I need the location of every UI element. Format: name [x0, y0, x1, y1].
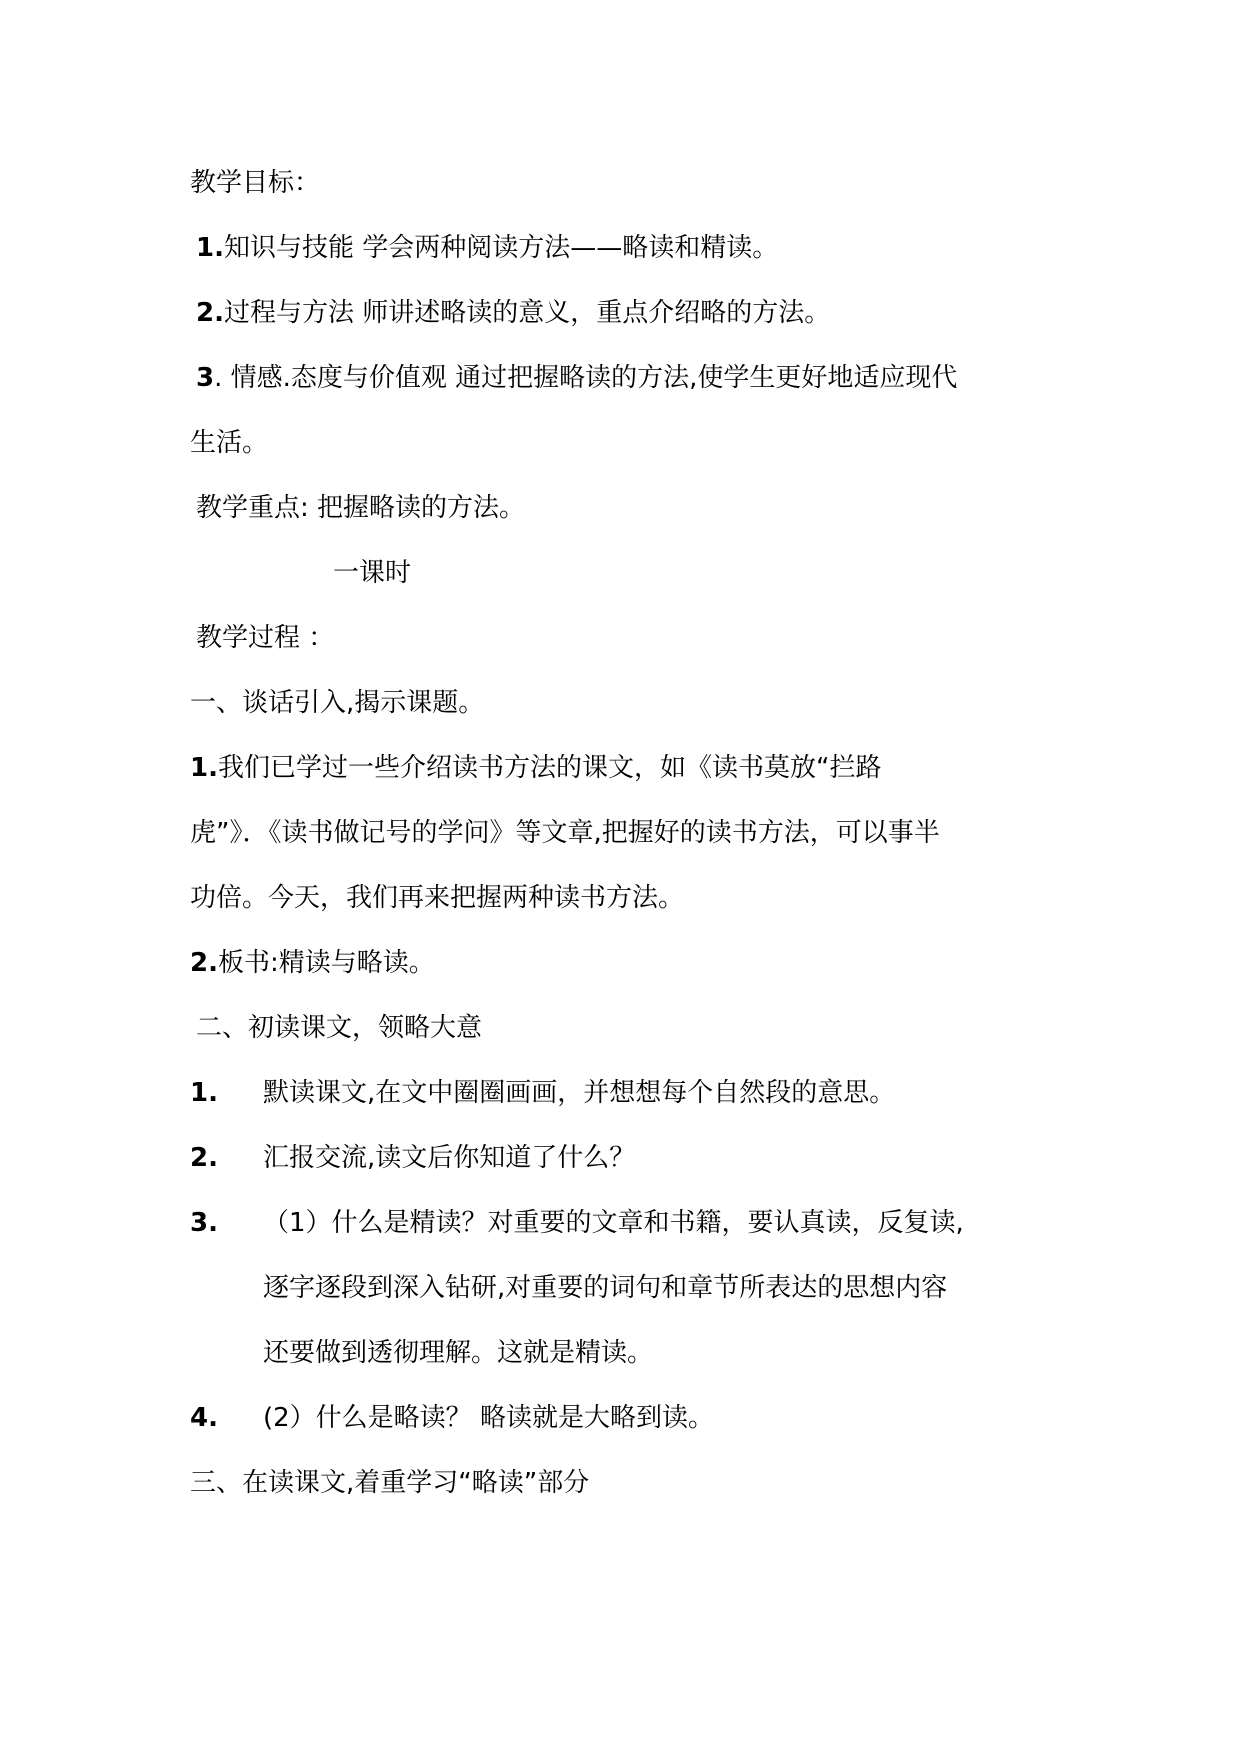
section-2-item-2-text: 汇报交流,读文后你知道了什么？	[263, 1143, 636, 1173]
section-2-item-3-line-1: （1）什么是精读？对重要的文章和书籍，要认真读，反复读,	[263, 1208, 964, 1238]
section-1-paragraph-1	[190, 751, 881, 785]
section-2-item-1-number: 1.	[190, 1078, 218, 1108]
objective-3	[196, 361, 957, 395]
objective-3-number: 3	[196, 363, 215, 393]
section-1-paragraph-2	[190, 946, 435, 980]
section-2-item-4-text: (2）什么是略读？ 略读就是大略到读。	[263, 1403, 714, 1433]
objectives-heading: 教学目标：	[190, 168, 321, 198]
key-point-label: 教学重点:	[196, 493, 309, 523]
objective-2	[196, 296, 830, 330]
section-1-p1-line-1: 我们已学过一些介绍读书方法的课文，如《读书莫放“拦路	[217, 753, 882, 783]
section-2-title: 二、初读课文，领略大意	[196, 1013, 483, 1043]
key-point-text: 把握略读的方法。	[308, 493, 526, 523]
section-1-title: 一、谈话引入,揭示课题。	[190, 688, 485, 718]
section-3-title: 三、在读课文,着重学习“略读”部分	[190, 1468, 590, 1498]
section-2-item-4-number: 4.	[190, 1403, 218, 1433]
objective-3-continuation: 生活。	[190, 428, 269, 458]
duration: 一课时	[333, 558, 412, 588]
section-1-p1-number: 1.	[190, 753, 218, 783]
section-2-item-3-number: 3.	[190, 1208, 218, 1238]
objective-1-text: 知识与技能 学会两种阅读方法——略读和精读。	[223, 233, 779, 263]
objective-1	[196, 231, 778, 265]
objective-2-text: 过程与方法 师讲述略读的意义，重点介绍略的方法。	[223, 298, 831, 328]
section-2-item-2-number: 2.	[190, 1143, 218, 1173]
section-1-p2-number: 2.	[190, 948, 218, 978]
section-1-p2-text: 板书:精读与略读。	[217, 948, 435, 978]
section-1-p1-line-3: 功倍。今天，我们再来把握两种读书方法。	[190, 883, 685, 913]
objective-1-number: 1.	[196, 233, 224, 263]
process-heading: 教学过程 ：	[196, 623, 335, 653]
objective-3-text: . 情感.态度与价值观 通过把握略读的方法,使学生更好地适应现代	[214, 363, 958, 393]
section-1-p1-line-2: 虎”》．《读书做记号的学问》等文章,把握好的读书方法，可以事半	[190, 818, 940, 848]
objective-2-number: 2.	[196, 298, 224, 328]
key-point	[196, 491, 525, 525]
section-2-item-1-text: 默读课文,在文中圈圈画画，并想想每个自然段的意思。	[263, 1078, 896, 1108]
section-2-item-3-line-3: 还要做到透彻理解。这就是精读。	[263, 1338, 654, 1368]
section-2-item-3-line-2: 逐字逐段到深入钻研,对重要的词句和章节所表达的思想内容	[263, 1273, 948, 1303]
